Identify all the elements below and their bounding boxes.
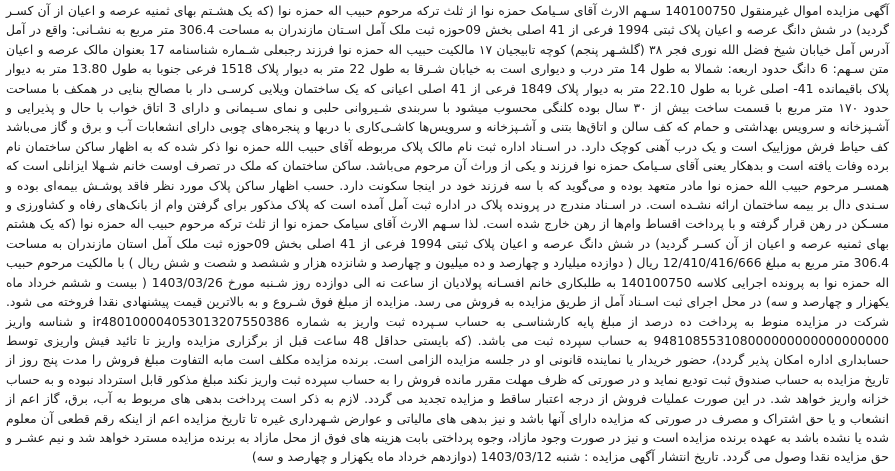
- notice-body: آگهی مزایده اموال غیرمنقول 140100750 سـهم الارث آقای سـیامک حمزه نوا از ثلث ترکه مرحوم حبیب اله حمزه نوا (که یک هشـتم بهای ثمنیه عرصه و اعیان از آن کسـر گردید) در شش دانگ عرصه و اعیان پلاک ثبتی 1994 فرعی از 41 اصلی بخش 09حوزه ثبت ملک آمل اسـتان مازندران به مساحت 306.4 متر مربع به نشـانی: واقع در آمل آدرس آمل خیابان شیخ فضل الله نوری فجر ۳۸ (گلشـهر پنجم) کوچه تابیجیان ۱۷ مالکیت حبیب اله حمزه نوا فرزند رجبعلی شـماره شناسنامه 17 بعنوان مالک عرصه و اعیان متن سـهم: 6 دانگ حدود اربعه: شمالا به طول 14 متر درب و دیواری است به خیابان شـرقا به طول 22 متر به دیوار پلاک 1518 فرعی جنوبا به طول 13.80 متر به دیوار پلاک باقیمانده 41- اصلی غربا به طول 22.10 متر به دیوار پلاک 1849 فرعی از 41 اصلی اعیانی که یک ساختمان ویلایی کرسـی دار با مصالح بنایی در همکف با مساحت حدود ۱۷۰ متر مربع با قسمت ساخت بیش از ۳۰ سال بوده کلنگی محسوب میشود با سربندی شـیروانی حلبی و نمای سـیمانی و دارای 3 اتاق خواب با حال و پذیرایی و آشـپزخانه و سرویس بهداشتی و حمام که کف سالن و اتاق‌ها بتنی و آشـپزخانه و سرویس‌ها کاشـی‌کاری با دربها و پنجره‌های چوبی دارای انشعابات آب و برق و گاز می‌باشد کف حیاط فرش موزاییک است و یک درب آهنی کوچک دارد. در اسـناد اداره ثبت نام مالک پلاک مربوطه آقای حبیب الله حمزه نوا ذکر شده که به اظهار ساکن ساختمان نام برده وفات یافته است و بدهکار یعنی آقای سـیامک حمزه نوا فرزند و یکی از وراث آن مرحوم می‌باشد. ساکن ساختمان که ملک در تصرف اوست خانم شـهلا ایزانلی است که همسـر مرحوم حبیب الله حمزه نوا مادر متعهد بوده و می‌گوید که با سه فرزند خود در اینجا سکونت دارد. حسب اظهار ساکن پلاک مورد نظر فاقد پوشـش بیمه‌ای بوده و سـندی دال بر بیمه ساختمان ارائه نشـده است. در اسـناد مندرج در پرونده پلاک در اداره ثبت آمل آمده است که پلاک مذکور برای گرفتن وام از بانک‌های رفاه و کشاورزی و مسـکن در رهن قرار گرفته و با پرداخت اقساط وام‌ها از رهن خارج شده است. لذا سـهم الارث آقای سیامک حمزه نوا از ثلث ترکه مرحوم حبیب اله حمزه نوا (که یک هشتم بهای ثمنیه عرصه و اعیان از آن کسـر گردید) در شش دانگ عرصه و اعیان پلاک ثبتی 1994 فرعی از 41 اصلی بخش 09حوزه ثبت ملک آمل استان مازندران به مساحت 306.4 متر مربع به مبلغ 12/410/416/666 ریال ( دوازده میلیارد و چهارصد و ده میلیون و چهارصد و شانزده هزار و ششصد و شصت و شش ریال ) با مالکیت مرحوم حبیب اله حمزه نوا به پرونده اجرایی کلاسه 140100750 به طلبکاری خانم افسـانه پولادیان از ساعت نه الی دوازده روز شـنبه مورخ 1403/03/26 ( بیست و ششم خرداد ماه یکهزار و چهارصد و سه) در محل اجرای ثبت اسـناد آمل از طریق مزایده به فروش می رسد. مزایده از مبلغ فوق شـروع و به بالاترین قیمت پیشنهادی نقدا فروخته می شود. شرکت در مزایده منوط به پرداخت ده درصد از مبلغ پایه کارشناسـی به حساب سـپرده ثبت واریز به شماره ir480100004053013207550386 و شناسه واریز 948108553108000000000000000000 به حساب سپرده ثبت می باشد. (که بایستی حداقل 48 ساعت قبل از برگزاری مزایده واریز تا تائید فیش واریزی توسط حسابداری اداره امکان پذیر گردد)، حضور خریدار یا نماینده قانونی او در جلسه مزایده الزامی است. برنده مزایده مکلف است مابه التفاوت مبلغ فروش را مدت پنج روز از تاریخ مزایده به حساب صندوق ثبت تودیع نماید و در صورتی که ظرف مهلت مقرر مانده فروش را به حساب سپرده ثبت واریز نکند مبلغ مذکور قابل استرداد نبوده و به حساب خزانه واریز خواهد شد. در این صورت عملیات فروش از درجه اعتبار ساقط و مزایده تجدید می گردد. لازم به ذکر است پرداخت بدهی های مربوط به آب، برق، گاز اعم از انشعاب و یا حق اشتراک و مصرف در صورتی که مزایده دارای آنها باشد و نیز بدهی های مالیاتی و عوارض شـهرداری غیره تا تاریخ مزایده اعم از اینکه رقم قطعی آن معلوم شده یا نشده باشد به عهده برنده مزایده است و نیز در صورت وجود مازاد، وجوه پرداختی بابت هزینه های فوق از محل مازاد به برنده مزایده مسترد خواهد شد و نیم عشـر و حق مزایده نقدا وصول می گردد. تاریخ انتشار آگهی مزایده : شنبه 1403/03/12 (دوازدهم خرداد ماه یکهزار و چهارصد و سه): [6, 4, 890, 465]
